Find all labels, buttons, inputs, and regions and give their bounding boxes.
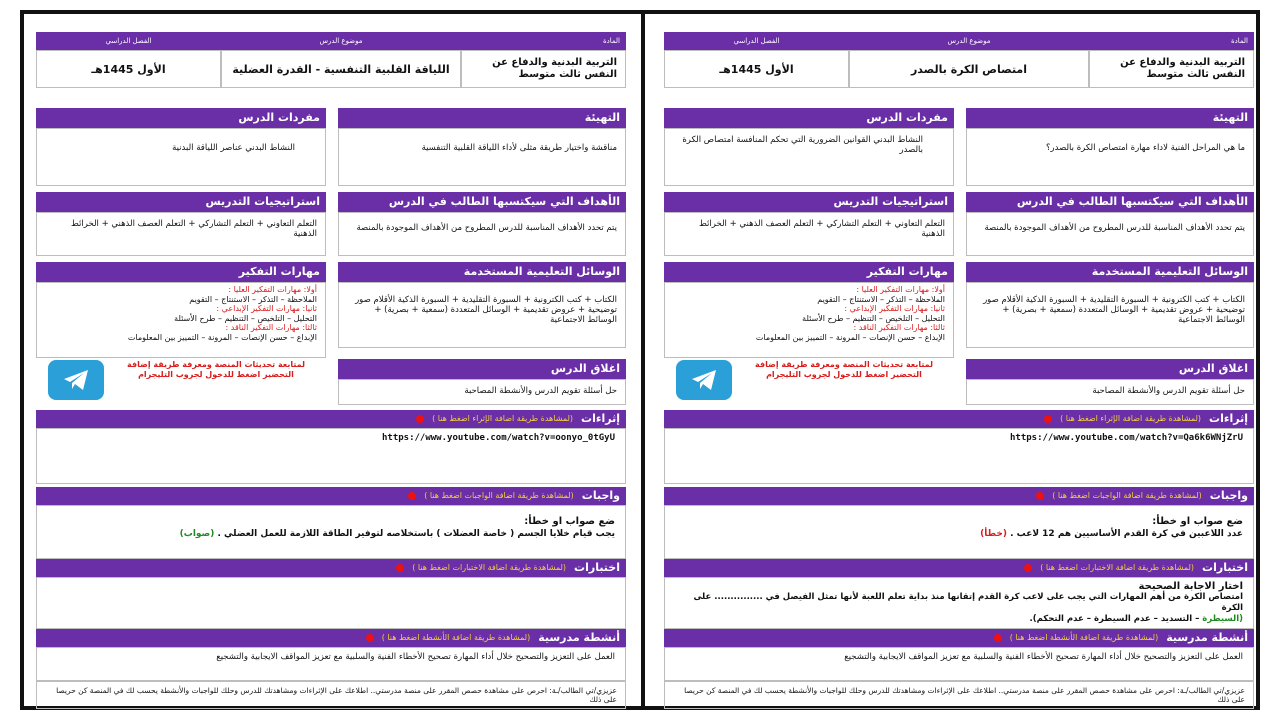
homework-body [36, 505, 626, 559]
thinking-line-5: ثالثا: مهارات التفكير الناقد : [853, 323, 945, 332]
thinking-line-2: الملاحظة – التذكر – الاستنتاج – التقويم [189, 294, 317, 304]
topic-value: امتصاص الكرة بالصدر [849, 50, 1089, 88]
subject-label: المادة [1089, 32, 1254, 50]
objectives-section [966, 192, 1254, 256]
objectives-text: يتم تحدد الأهداف المناسبة للدرس المطروح من الأهداف الموجودة بالمنصة [338, 212, 626, 256]
telegram-text[interactable]: لمتابعة تحديثات المنصة ومعرفة طريقة إضافة التحضير اضغط للدخول لجروب التليجرام [755, 360, 933, 379]
telegram-icon[interactable] [676, 360, 732, 400]
strategies-text: التعلم التعاوني + التعلم التشاركي + التعلم العصف الذهني + الخرائط الذهنية [664, 212, 954, 256]
subject-label: المادة [461, 32, 626, 50]
enrich-header [36, 410, 626, 428]
enrich-hint-link[interactable]: (لمشاهدة طريقة اضافة الإثراء اضغط هنا ) [1060, 414, 1202, 423]
homework-question: عدد اللاعبين في كرة القدم الأساسيين هم 12 لاعب . [1010, 529, 1243, 539]
strategies-section [664, 192, 954, 256]
thinking-header: مهارات التفكير [664, 262, 954, 282]
topic-value: اللياقة القلبية التنفسية - القدرة العضلية [221, 50, 461, 88]
enrich-title: إثراءات [581, 412, 620, 425]
tests-header [664, 559, 1254, 577]
homework-header [664, 487, 1254, 505]
warmup-header: التهيئة [338, 108, 626, 128]
homework-title-text: ضع صواب او خطأ: [524, 516, 615, 527]
term-cell [664, 32, 849, 88]
thinking-line-6: الإبداع – حسن الإنصات – المرونة – التمييز بين المعلومات [755, 332, 945, 342]
homework-question: يجب قيام خلايا الجسم ( خاصة العضلات ) باستخلاصه لتوفير الطاقة اللازمة للعمل العضلي . [217, 529, 615, 539]
thinking-line-5: ثالثا: مهارات التفكير الناقد : [225, 323, 317, 332]
thinking-section [664, 262, 954, 358]
thinking-line-2: الملاحظة – التذكر – الاستنتاج – التقويم [817, 294, 945, 304]
tests-title: اختبارات [1202, 561, 1248, 574]
homework-hint-link[interactable]: (لمشاهدة طريقة اضافة الواجبات اضغط هنا ) [424, 491, 574, 500]
tools-section [338, 262, 626, 348]
subject-cell [461, 32, 626, 88]
term-cell [36, 32, 221, 88]
pointer-icon [994, 634, 1002, 642]
telegram-icon[interactable] [48, 360, 104, 400]
test-title: اختار الاجابة الصحيحة [1138, 581, 1243, 592]
test-question: امتصاص الكرة من أهم المهارات التي يجب على لاعب كرة القدم إتقانها منذ بداية تعلم اللعبة لأنها تمثل الفيصل في ............... على الكرة [693, 592, 1243, 613]
thinking-header: مهارات التفكير [36, 262, 326, 282]
tests-section [36, 559, 626, 629]
strategies-header: استراتيجيات التدريس [36, 192, 326, 212]
tools-header: الوسائل التعليمية المستخدمة [338, 262, 626, 282]
tests-header [36, 559, 626, 577]
test-other-options: – التسديد – عدم السيطرة – عدم التحكم). [1029, 614, 1200, 624]
closing-text: حل أسئلة تقويم الدرس والأنشطة المصاحبة [966, 379, 1254, 405]
footer-note: عزيزي/تي الطالب/ـة: احرص على مشاهدة حصص المقرر على منصة مدرستي.. اطلاعك على الإثراءات ومشاهدتك للدرس وحلك للواجبات والأنشطة يحسب لك في المنصة كن حريصا على ذلك [36, 681, 626, 709]
thinking-line-6: الإبداع – حسن الإنصات – المرونة – التمييز بين المعلومات [127, 332, 317, 342]
vocab-header: مفردات الدرس [36, 108, 326, 128]
footer-note: عزيزي/تي الطالب/ـة: احرص على مشاهدة حصص المقرر على منصة مدرستي.. اطلاعك على الإثراءات ومشاهدتك للدرس وحلك للواجبات والأنشطة يحسب لك في المنصة كن حريصا على ذلك [664, 681, 1254, 709]
warmup-section [338, 108, 626, 186]
tools-text: الكتاب + كتب الكترونية + السبورة التقليدية + السبورة الذكية الأقلام صور توضيحية + عروض تقديمية + الوسائل المتعددة (سمعية + بصرية) + الوسائط الاجتماعية [966, 282, 1254, 348]
objectives-header: الأهداف التي سيكتسبها الطالب في الدرس [338, 192, 626, 212]
tests-body [664, 577, 1254, 629]
enrich-url[interactable]: https://www.youtube.com/watch?v=oonyo_0tGyU [36, 428, 626, 484]
activities-text: العمل على التعزيز والتصحيح خلال أداء المهارة تصحيح الأخطاء الفنية والسلبية مع تعزيز المواقف الايجابية والتشجيع [36, 647, 626, 681]
tests-body [36, 577, 626, 629]
enrich-header [664, 410, 1254, 428]
tools-section [966, 262, 1254, 348]
topic-label: موضوع الدرس [849, 32, 1089, 50]
enrich-section [664, 410, 1254, 484]
vocab-section [664, 108, 954, 186]
document-frame [20, 10, 1260, 710]
thinking-line-1: أولا: مهارات التفكير العليا : [856, 285, 945, 294]
term-value: الأول 1445هـ [36, 50, 221, 88]
activities-header [36, 629, 626, 647]
test-correct-option: (السيطرة [1202, 614, 1243, 624]
warmup-text: ما هي المراحل الفنية لاداء مهارة امتصاص الكرة بالصدر؟ [966, 128, 1254, 186]
closing-header: اغلاق الدرس [338, 359, 626, 379]
homework-body [664, 505, 1254, 559]
thinking-line-4: التحليل – التلخيص – التنظيم – طرح الأسئلة [802, 313, 945, 323]
subject-value: التربية البدنية والدفاع عن النفس ثالث متوسط [1089, 50, 1254, 88]
homework-title: واجبات [1209, 489, 1248, 502]
thinking-section [36, 262, 326, 358]
tests-title: اختبارات [574, 561, 620, 574]
tests-section [664, 559, 1254, 629]
objectives-header: الأهداف التي سيكتسبها الطالب في الدرس [966, 192, 1254, 212]
page-divider [641, 14, 645, 706]
homework-answer: (خطأ) [980, 529, 1007, 539]
pointer-icon [366, 634, 374, 642]
telegram-promo[interactable] [666, 356, 954, 402]
homework-section [664, 487, 1254, 559]
activities-header [664, 629, 1254, 647]
term-label: الفصل الدراسي [36, 32, 221, 50]
objectives-section [338, 192, 626, 256]
topic-label: موضوع الدرس [221, 32, 461, 50]
tools-header: الوسائل التعليمية المستخدمة [966, 262, 1254, 282]
subject-cell [1089, 32, 1254, 88]
pointer-icon [1036, 492, 1044, 500]
pointer-icon [416, 415, 424, 423]
thinking-line-3: ثانيا: مهارات التفكير الإبداعي : [216, 304, 317, 313]
topic-cell [221, 32, 461, 88]
strategies-section [36, 192, 326, 256]
pointer-icon [396, 564, 404, 572]
enrich-url[interactable]: https://www.youtube.com/watch?v=Qa6k6WNjZrU [664, 428, 1254, 484]
telegram-promo[interactable] [38, 356, 326, 402]
homework-header [36, 487, 626, 505]
vocab-text: النشاط البدني عناصر اللياقة البدنية [36, 128, 326, 186]
pointer-icon [1044, 415, 1052, 423]
closing-section [338, 359, 626, 405]
tests-hint-link[interactable]: (لمشاهدة طريقة اضافة الاختبارات اضغط هنا ) [1040, 563, 1195, 572]
closing-section [966, 359, 1254, 405]
homework-answer: (صواب) [179, 529, 215, 539]
topic-cell [849, 32, 1089, 88]
activities-title: أنشطة مدرسية [538, 631, 620, 644]
warmup-header: التهيئة [966, 108, 1254, 128]
tests-hint-link[interactable]: (لمشاهدة طريقة اضافة الاختبارات اضغط هنا ) [412, 563, 567, 572]
enrich-hint-link[interactable]: (لمشاهدة طريقة اضافة الإثراء اضغط هنا ) [432, 414, 574, 423]
thinking-line-1: أولا: مهارات التفكير العليا : [228, 285, 317, 294]
homework-section [36, 487, 626, 559]
homework-hint-link[interactable]: (لمشاهدة طريقة اضافة الواجبات اضغط هنا ) [1052, 491, 1202, 500]
homework-title: واجبات [581, 489, 620, 502]
vocab-text: النشاط البدني القوانين الضرورية التي تحكم المنافسة امتصاص الكرة بالصدر [664, 128, 954, 186]
term-value: الأول 1445هـ [664, 50, 849, 88]
pointer-icon [1024, 564, 1032, 572]
activities-hint-link[interactable]: (لمشاهدة طريقة اضافة الأنشطة اضغط هنا ) [1009, 633, 1159, 642]
activities-section [36, 629, 626, 709]
subject-value: التربية البدنية والدفاع عن النفس ثالث متوسط [461, 50, 626, 88]
tools-text: الكتاب + كتب الكترونية + السبورة التقليدية + السبورة الذكية الأقلام صور توضيحية + عروض تقديمية + الوسائل المتعددة (سمعية + بصرية) + الوسائط الاجتماعية [338, 282, 626, 348]
closing-header: اغلاق الدرس [966, 359, 1254, 379]
activities-text: العمل على التعزيز والتصحيح خلال أداء المهارة تصحيح الأخطاء الفنية والسلبية مع تعزيز المواقف الايجابية والتشجيع [664, 647, 1254, 681]
activities-title: أنشطة مدرسية [1166, 631, 1248, 644]
vocab-section [36, 108, 326, 186]
warmup-section [966, 108, 1254, 186]
vocab-header: مفردات الدرس [664, 108, 954, 128]
thinking-body [664, 282, 954, 358]
activities-hint-link[interactable]: (لمشاهدة طريقة اضافة الأنشطة اضغط هنا ) [381, 633, 531, 642]
thinking-body [36, 282, 326, 358]
strategies-text: التعلم التعاوني + التعلم التشاركي + التعلم العصف الذهني + الخرائط الذهنية [36, 212, 326, 256]
pointer-icon [408, 492, 416, 500]
homework-title-text: ضع صواب او خطأ: [1152, 516, 1243, 527]
closing-text: حل أسئلة تقويم الدرس والأنشطة المصاحبة [338, 379, 626, 405]
activities-section [664, 629, 1254, 709]
strategies-header: استراتيجيات التدريس [664, 192, 954, 212]
warmup-text: مناقشة واختيار طريقة مثلى لأداء اللياقة القلبية التنفسية [338, 128, 626, 186]
objectives-text: يتم تحدد الأهداف المناسبة للدرس المطروح من الأهداف الموجودة بالمنصة [966, 212, 1254, 256]
enrich-title: إثراءات [1209, 412, 1248, 425]
thinking-line-4: التحليل – التلخيص – التنظيم – طرح الأسئلة [174, 313, 317, 323]
thinking-line-3: ثانيا: مهارات التفكير الإبداعي : [844, 304, 945, 313]
enrich-section [36, 410, 626, 484]
term-label: الفصل الدراسي [664, 32, 849, 50]
telegram-text[interactable]: لمتابعة تحديثات المنصة ومعرفة طريقة إضافة التحضير اضغط للدخول لجروب التليجرام [127, 360, 305, 379]
